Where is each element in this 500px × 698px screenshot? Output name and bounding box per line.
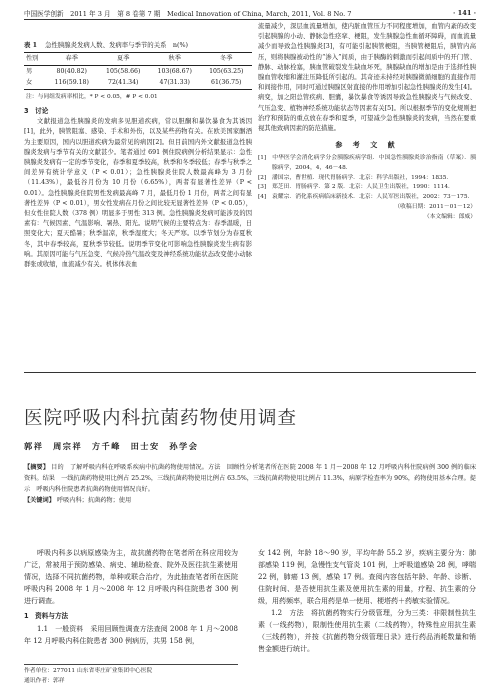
abstract-block <box>24 462 476 506</box>
keywords-label: 【关键词】 <box>24 497 55 504</box>
abstract-text: 目的 了解呼吸内科在呼吸系疾病中抗菌药物使用情况。方法 回顾性分析笔者所在医院 2008 年 1 月～2008 年 12 月呼吸内科住院病例 300 例的临床资料。结果 一线抗菌药物使用比例占 25.2%，三线抗菌药物使用比例占 63.5%，三线抗菌药物使用比例占 11.3%，病原学检查率为 90%，药物使用基本合理。提示 呼吸内科住院患者抗菌药物使用情况良好。 <box>24 464 477 493</box>
table-cell: 103(68.67) <box>157 67 192 75</box>
table-caption <box>24 40 252 50</box>
author-footnote <box>24 664 238 686</box>
discussion-continued: 流量减少，深层血流量增加，使内脏血管压力不同程度增加，血管内紊的改变引起胰腺的小动、静脉急性痉挛、梗阻，发生胰腺急性血循环障碍，而血流量减少而导致急性胰腺炎[3]，有可能引起胰管梗阻，当胰管梗阻后，胰管内高压，则将胰腺被动性的“渗入”间质，由于胰酶的刺激而引起间质中的开门管、静脉、动脉栓塞，胰血管破裂发生缺血坏死，胰腺缺血的增加是由于选择性胰腺血管收缩和灌注压降低所引起的。其奇迹未持经对胰腺微循细胞的直接作用和间接作用，同时可通过胰腺区射直接的作用增加引起急性胰腺炎的发生[4]。病变，加之阳总管疾病、胆囊，暴饮暴食等诱因导致急性胰腺炎与气候改变、气压急变、植物神经系统功能状态等因素有关[5]。所以根据季节的变化规则把治疗和预防的重点放在春季和夏季，可望减少急性胰腺炎的发病，当然在要重视其他致病因素的防范措施。 <box>258 23 476 133</box>
col-autumn: 秋季 <box>168 55 181 63</box>
table-row <box>24 66 252 78</box>
table-number: 表 1 <box>24 41 38 49</box>
table-cell: 116(59.18) <box>54 79 89 87</box>
table-cell: 男 <box>26 67 33 75</box>
table-cell: 女 <box>26 79 33 87</box>
reference-item: [1] 中华医学会消化病学分会胰腺疾病学组．中国急性胰腺炎诊治指南（草案）．胰腺病学，2004，4，46－48． <box>258 155 476 172</box>
discussion-paragraph: 文献报道急性胰腺炎的发病多见胆道疾病，常以胆酮和暴饮暴食为其诱因[1]，此外，胰管阻塞、感染、手术和外伤，以及某些药物有关。在欧美国家酗酒为主要原因，国内以胆道疾病为最常见的病因[2]。但目前国内外文献报道急性胰腺炎发病与季节有关的文献甚少。笔者通过 691 例住院病例分析结果显示：急性胰腺炎发病有一定的季节变化，春季和夏季较高，秋季和冬季较低；春季与秋季之间差异有统计学意义（P < 0.01）；急性胰腺炎住院人数最高峰为 3 月份（11.43%），最低谷月份为 10 月份（6.65%），两者有显著性差异（P < 0.01）。急性胰腺炎住院男性发病最高峰 7 月，最低月份 1 月份，两者之间有显著性差异（P < 0.01），男女性发病在月份之间比较无显著性差异（P < 0.05），但女性住院人数（378 例）明显多于男性 313 例。急性胰腺炎发病可能涉及的因素有：气候因素、气温影响、暑热、阳光。说明气候的主要特点为：春季温暖，日照变化大；夏天酷暑；秋季温凉，秋季湿度大；冬天严寒。以季节划分为春夏秋冬，其中春季较高，夏秋季节较低。说明季节变化可影响急性胰腺炎发生病有影响。其原因可能与气压急变、气候冷热气温改变及神经系统功能状态改变使小动脉群张或收缩，血流减少有关。机体体表血 <box>24 118 252 269</box>
method-paragraph: 1.2 方法 将抗菌药物实行分级管理，分为三类：非限制性抗生素（一线药物），限制性使用抗生素（二线药物），特殊性应用抗生素（三线药物），并按《抗菌药物分级管理日录》进行药品消耗数量和销售金额进行统计。 <box>258 609 476 653</box>
table-note: 注：与同组发病率相比，* P < 0.05，# P < 0.01 <box>26 93 158 100</box>
table-cell: 105(63.25) <box>209 67 244 75</box>
page-number: · 141 · <box>453 9 476 17</box>
table-cell: 105(58.66) <box>106 67 141 75</box>
table-cell: 72(41.34) <box>108 79 139 87</box>
table-cell: 80(40.82) <box>56 67 87 75</box>
reference-item: [4] 袁耀宗．消化系疾病临床新技术．北京：人民军医出版社，2002：73－175． <box>258 193 474 200</box>
journal-header: 中国医学创新 2011 年 3 月 第 8 卷第 7 期 Medical Innovation of China, March, 2011, Vol. 8 No. 7 <box>24 10 352 18</box>
col-sex: 性别 <box>26 55 39 63</box>
author-unit: 作者单位：277011 山东省枣庄矿业集团中心医院 <box>24 668 153 674</box>
reference-item: [2] 潘国宗，曹世植．现代胃肠病学．北京：科学出版社，1994：1835． <box>258 174 453 181</box>
table-row <box>24 78 252 90</box>
general-data-paragraph: 1.1 一般资料 采用回顾性调查方法查阅 2008 年 1 月～2008 年 12 月呼吸内科住院患者 300 例病历，共男 158 例， <box>24 625 238 645</box>
body-left-column <box>24 547 238 647</box>
section-heading-methods: 1 资料与方法 <box>24 612 69 620</box>
table-title: 急性胰腺炎发病人数、发病率与季节的关系 n(%) <box>45 41 189 49</box>
table-cell: 47(31.33) <box>159 79 190 87</box>
general-data-continued: 女 142 例，年龄 18～90 岁，平均年龄 55.2 岁，疾病主要分为：肺部感染 119 例，急慢性支气管炎 101 例，上呼吸道感染 28 例，哮喘 22 例，肺癌 13 例，感染 17 例。查阅内容包括年龄、年龄、诊断、住院时间、是否使用抗生素及使用抗生素的用量，疗程、抗生素的分级，用药频率，联合用药是单一使用、梗塔药＋药敏实验情况。 <box>258 549 476 605</box>
table-header-row <box>24 53 252 66</box>
col-winter: 冬季 <box>220 55 233 63</box>
reference-item: [3] 郑芝田．胃肠病学．第 2 版．北京：人民卫生出版社，1990：1114． <box>258 184 454 191</box>
right-column <box>258 22 476 222</box>
received-date: （收稿日期：2011－01－12） <box>394 204 476 211</box>
body-right-column <box>258 547 476 655</box>
article-title: 医院呼吸内科抗菌药物使用调查 <box>24 408 298 429</box>
article-divider <box>24 372 476 373</box>
running-header <box>24 7 476 20</box>
left-column <box>24 40 252 270</box>
section-heading-discussion: 3 讨论 <box>24 107 49 116</box>
table-cell: 61(36.75) <box>211 79 242 87</box>
abstract-label: 【摘要】 <box>24 464 50 471</box>
col-spring: 春季 <box>65 55 78 63</box>
season-table <box>24 52 252 90</box>
references-heading: 参 考 文 献 <box>335 141 399 150</box>
keywords-text: 呼吸内科；抗菌药物；使用 <box>56 497 132 504</box>
corresponding-author: 通讯作者：郭祥 <box>24 677 65 684</box>
editor-note: （本文编辑：郎威） <box>423 214 476 221</box>
article-authors: 郭祥 周宗祥 方千峰 田士安 孙学会 <box>24 441 199 451</box>
intro-paragraph: 呼吸内科多以病原感染为主，故抗菌药物在笔者所在科应用较为广泛，常被用于预防感染、病史、辅助检查、院外及医往抗生素使用情况，选择不同抗菌药物，单种或联合治疗，为此抽查笔者所在医院呼吸内科 2008 年 1 月～2008 年 12 月呼吸内科住院患者 300 例进行调查。 <box>24 549 238 605</box>
col-summer: 夏季 <box>117 55 130 63</box>
